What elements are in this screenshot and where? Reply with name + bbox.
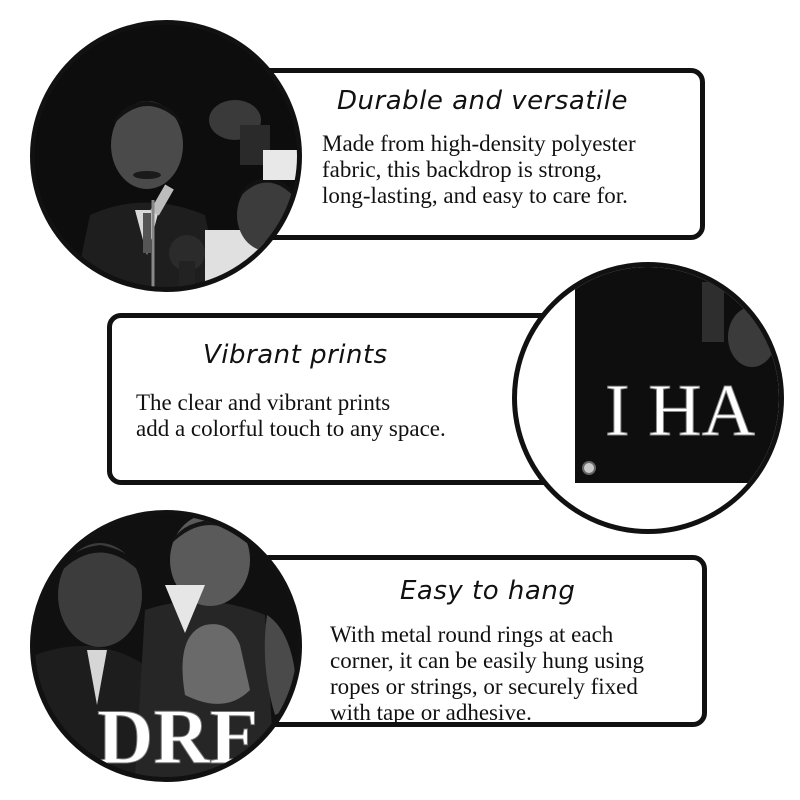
banner-lettering: I HA bbox=[605, 370, 756, 452]
feature-title: Easy to hang bbox=[400, 576, 576, 606]
description-line: ropes or strings, or securely fixed bbox=[330, 674, 638, 699]
description-line: The clear and vibrant prints bbox=[136, 390, 391, 415]
description-line: fabric, this backdrop is strong, bbox=[322, 157, 602, 182]
banner-lettering: DRE bbox=[97, 693, 262, 777]
feature-description bbox=[136, 390, 446, 442]
feature-title: Vibrant prints bbox=[203, 340, 388, 370]
speaker-photo bbox=[30, 20, 302, 292]
feature-title: Durable and versatile bbox=[337, 86, 628, 116]
banner-closeup-photo bbox=[512, 262, 784, 534]
description-line: with tape or adhesive. bbox=[330, 700, 532, 725]
description-line: corner, it can be easily hung using bbox=[330, 648, 644, 673]
description-line: With metal round rings at each bbox=[330, 622, 614, 647]
feature-description bbox=[330, 622, 644, 726]
feature-description bbox=[322, 131, 636, 209]
description-line: Made from high-density polyester bbox=[322, 131, 636, 156]
description-line: add a colorful touch to any space. bbox=[136, 416, 446, 441]
collage-photo bbox=[30, 510, 302, 782]
description-line: long-lasting, and easy to care for. bbox=[322, 183, 628, 208]
